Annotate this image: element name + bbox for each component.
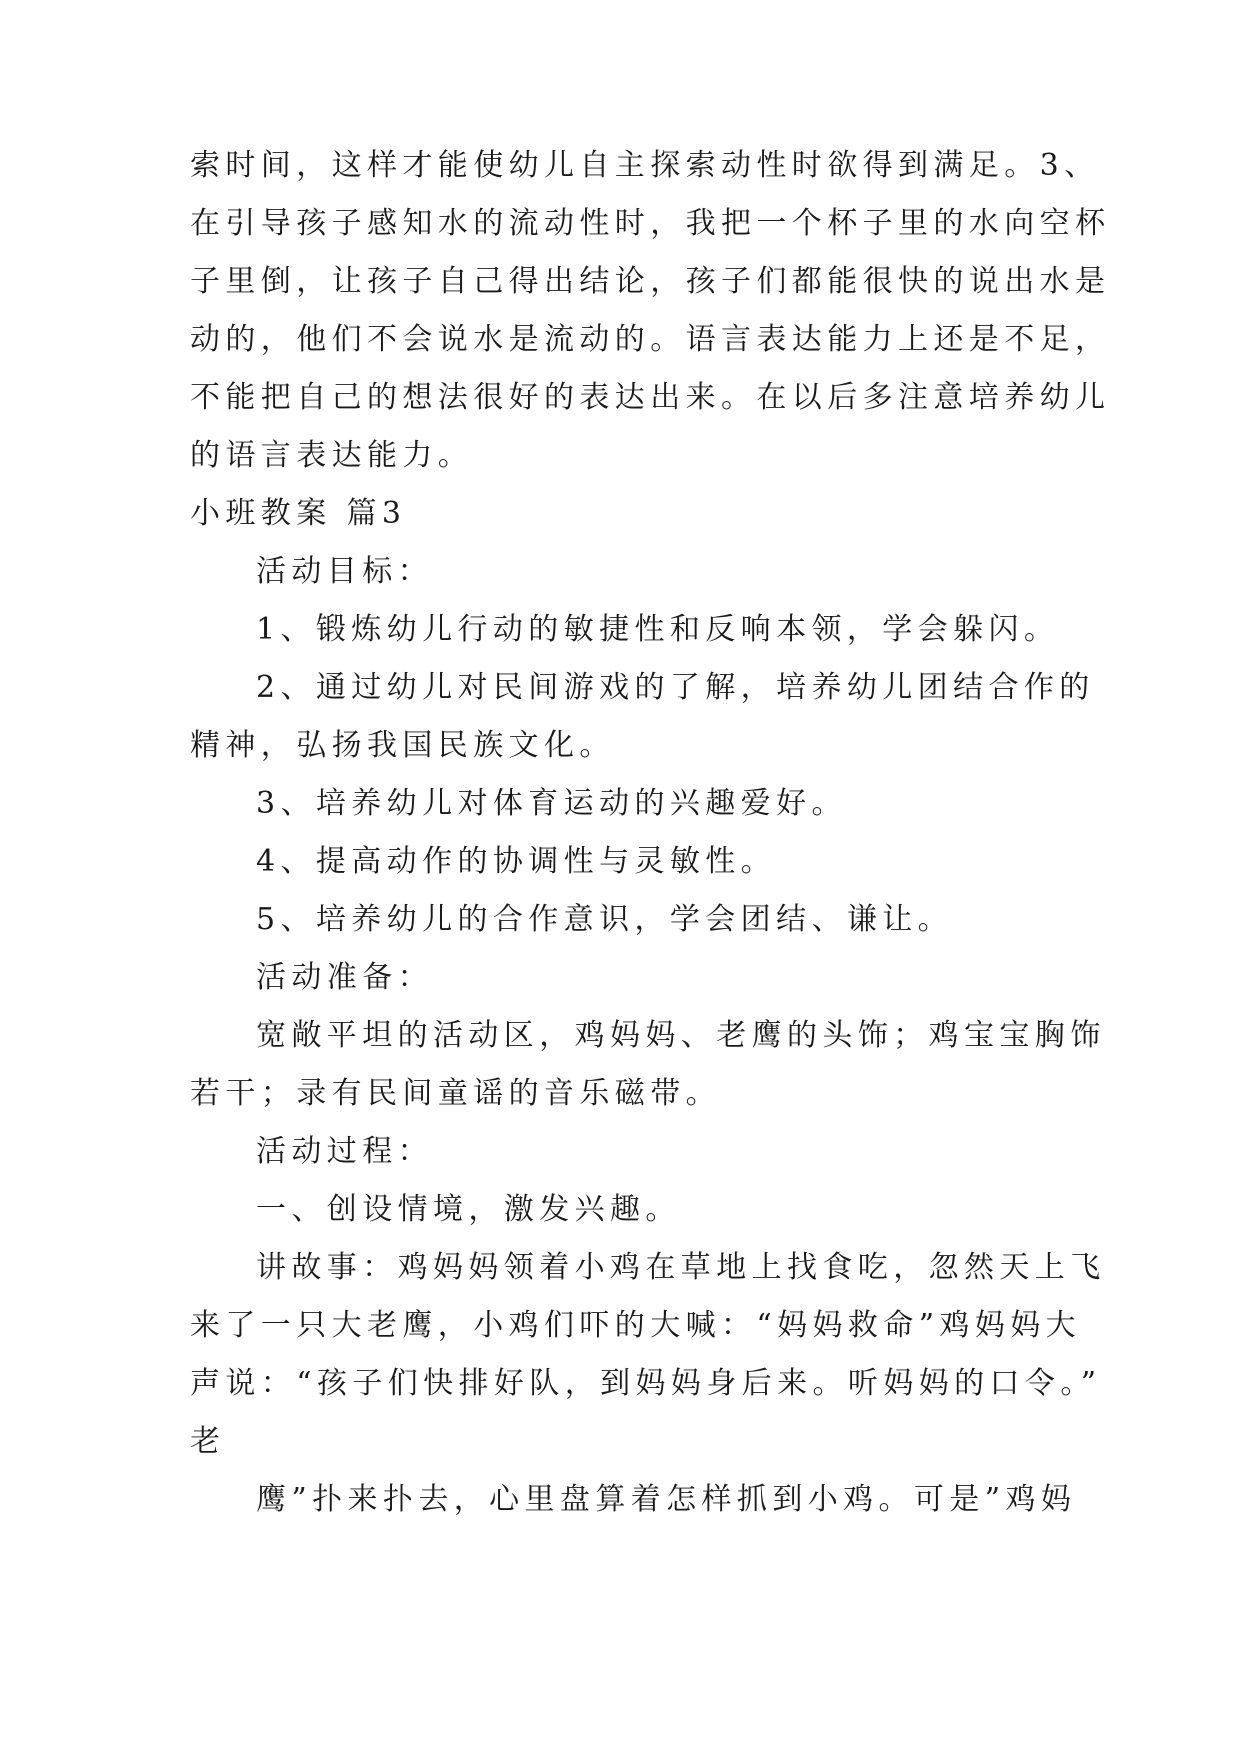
list-item: 4、提高动作的协调性与灵敏性。 — [256, 844, 777, 879]
text-line: 子里倒，让孩子自己得出结论，孩子们都能很快的说出水是 — [190, 264, 1111, 299]
text-line: 老 — [190, 1424, 226, 1459]
subheading-process: 活动过程： — [256, 1134, 433, 1169]
text-line: 的语言表达能力。 — [190, 438, 474, 473]
list-item: 1、锻炼幼儿行动的敏捷性和反响本领，学会躲闪。 — [256, 612, 1060, 647]
subheading-goals: 活动目标： — [256, 554, 433, 589]
list-item: 一、创设情境，激发兴趣。 — [256, 1192, 681, 1227]
text-line: 来了一只大老鹰，小鸡们吓的大喊：“妈妈救命”鸡妈妈大 — [190, 1308, 1082, 1343]
list-item: 2、通过幼儿对民间游戏的了解，培养幼儿团结合作的 — [256, 670, 1095, 705]
text-line: 鹰”扑来扑去，心里盘算着怎样抓到小鸡。可是”鸡妈 — [256, 1482, 1077, 1517]
list-item: 5、培养幼儿的合作意识，学会团结、谦让。 — [256, 902, 954, 937]
subheading-preparation: 活动准备： — [256, 960, 433, 995]
text-line: 索时间，这样才能使幼儿自主探索动性时欲得到满足。3、 — [190, 148, 1100, 183]
text-line: 讲故事：鸡妈妈领着小鸡在草地上找食吃，忽然天上飞 — [256, 1250, 1106, 1285]
text-line: 若干；录有民间童谣的音乐磁带。 — [190, 1076, 721, 1111]
text-line: 声说：“孩子们快排好队，到妈妈身后来。听妈妈的口令。” — [190, 1366, 1102, 1401]
section-heading: 小班教案 篇3 — [190, 496, 407, 531]
text-line: 精神，弘扬我国民族文化。 — [190, 728, 615, 763]
text-line: 宽敞平坦的活动区，鸡妈妈、老鹰的头饰；鸡宝宝胸饰 — [256, 1018, 1106, 1053]
text-line: 在引导孩子感知水的流动性时，我把一个杯子里的水向空杯 — [190, 206, 1111, 241]
text-line: 动的，他们不会说水是流动的。语言表达能力上还是不足， — [190, 322, 1111, 357]
list-item: 3、培养幼儿对体育运动的兴趣爱好。 — [256, 786, 847, 821]
text-line: 不能把自己的想法很好的表达出来。在以后多注意培养幼儿 — [190, 380, 1111, 415]
